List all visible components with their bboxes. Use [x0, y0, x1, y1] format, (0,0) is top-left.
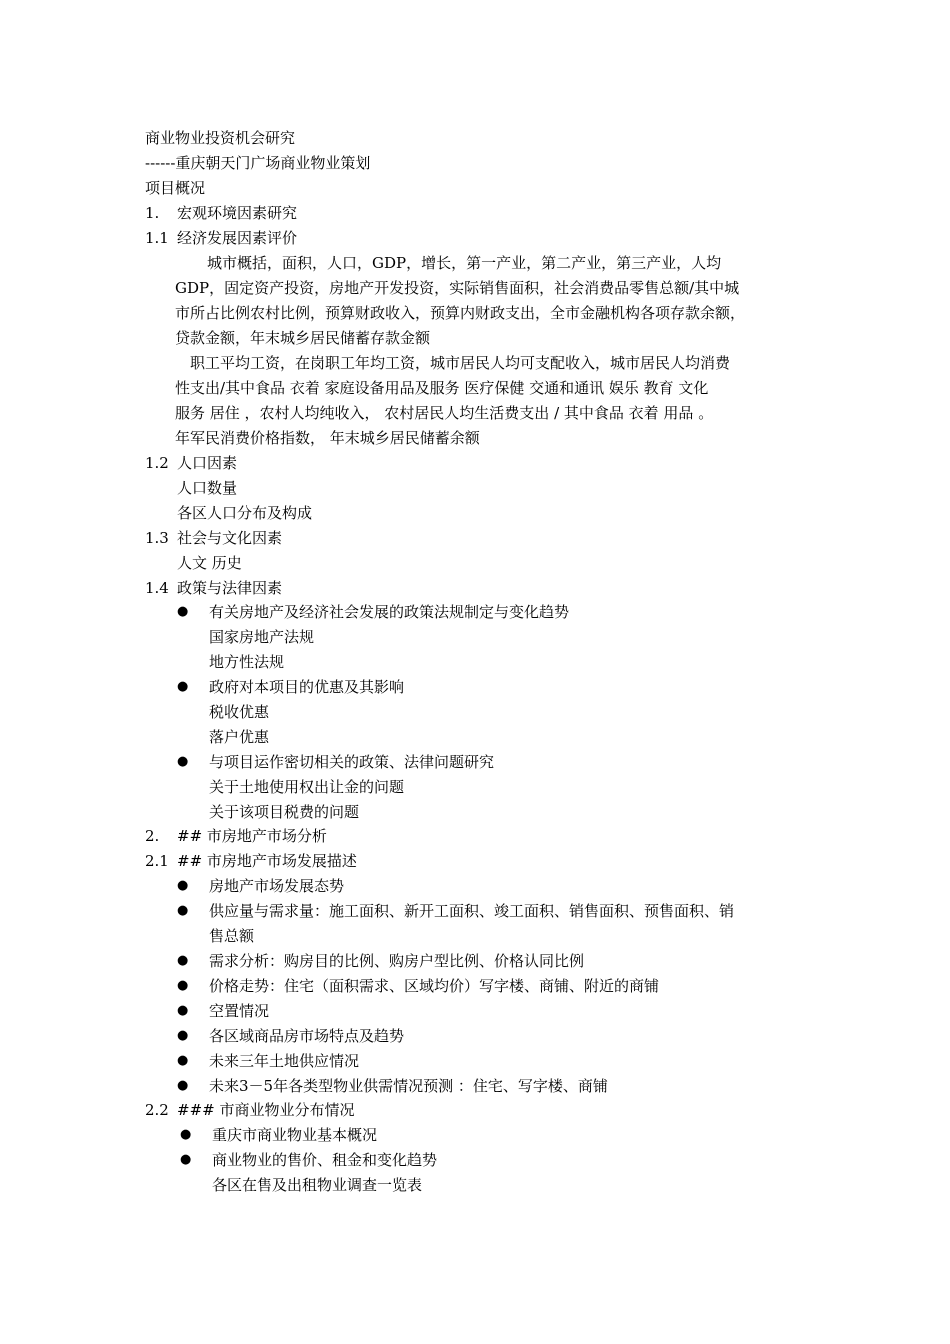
bullet-item: 价格走势：住宅（面积需求、区域均价）写字楼、商铺、附近的商铺 [209, 977, 660, 995]
section-heading: 政策与法律因素 [177, 579, 283, 597]
sub-item: 各区在售及出租物业调查一览表 [212, 1176, 423, 1194]
bullet-item: 空置情况 [209, 1002, 270, 1020]
bullet-item: 重庆市商业物业基本概况 [212, 1126, 378, 1144]
bullet-item: 各区域商品房市场特点及趋势 [209, 1027, 405, 1045]
paragraph-line: 年军民消费价格指数， 年末城乡居民储蓄余额 [175, 429, 480, 447]
paragraph-line: 贷款金额，年末城乡居民储蓄存款金额 [175, 329, 431, 347]
section-heading: ## 市房地产市场发展描述 [177, 852, 357, 870]
bullet-icon: ● [177, 1053, 189, 1068]
sub-item: 税收优惠 [209, 703, 270, 721]
bullet-icon: ● [177, 903, 189, 918]
sub-item: 落户优惠 [209, 728, 270, 746]
paragraph-line: GDP，固定资产投资，房地产开发投资，实际销售面积，社会消费品零售总额/其中城 [175, 279, 740, 297]
sub-item: 关于该项目税费的问题 [209, 803, 360, 821]
section-number: 1. [145, 204, 160, 222]
section-number: 2.1 [145, 852, 169, 870]
section-heading: 宏观环境因素研究 [177, 204, 298, 222]
bullet-item: 政府对本项目的优惠及其影响 [209, 678, 405, 696]
paragraph-line: 城市概括，面积，人口，GDP，增长，第一产业，第二产业，第三产业，人均 [207, 254, 722, 272]
paragraph-line: 市所占比例农村比例，预算财政收入，预算内财政支出，全市金融机构各项存款余额， [175, 304, 746, 322]
bullet-icon: ● [177, 679, 189, 694]
section-number: 1.3 [145, 529, 169, 547]
section-number: 1.2 [145, 454, 169, 472]
bullet-item: 需求分析：购房目的比例、购房户型比例、价格认同比例 [209, 952, 585, 970]
bullet-icon: ● [177, 1003, 189, 1018]
bullet-item: 房地产市场发展态势 [209, 877, 345, 895]
section-number: 1.1 [145, 229, 169, 247]
list-item: 人口数量 [177, 479, 238, 497]
bullet-item: 未来3－5年各类型物业供需情况预测 ：住宅、写字楼、商铺 [209, 1077, 608, 1095]
project-overview-heading: 项目概况 [145, 179, 206, 197]
section-number: 2. [145, 827, 160, 845]
section-number: 2.2 [145, 1101, 169, 1119]
sub-item: 国家房地产法规 [209, 628, 315, 646]
bullet-icon: ● [177, 754, 189, 769]
section-heading: ### 市商业物业分布情况 [177, 1101, 355, 1119]
section-heading: 经济发展因素评价 [177, 229, 298, 247]
document-subtitle: ------重庆朝天门广场商业物业策划 [145, 154, 371, 172]
bullet-item: 供应量与需求量：施工面积、新开工面积、竣工面积、销售面积、预售面积、销 [209, 902, 735, 920]
paragraph-line: 性支出/其中食品 衣着 家庭设备用品及服务 医疗保健 交通和通讯 娱乐 教育 文化 [175, 379, 709, 397]
document-title: 商业物业投资机会研究 [145, 129, 296, 147]
bullet-icon: ● [177, 1028, 189, 1043]
bullet-icon: ● [177, 953, 189, 968]
bullet-icon: ● [177, 604, 189, 619]
bullet-icon: ● [180, 1127, 192, 1142]
bullet-item: 商业物业的售价、租金和变化趋势 [212, 1151, 438, 1169]
list-item: 各区人口分布及构成 [177, 504, 313, 522]
bullet-item: 有关房地产及经济社会发展的政策法规制定与变化趋势 [209, 603, 570, 621]
section-heading: ## 市房地产市场分析 [177, 827, 327, 845]
paragraph-line: 职工平均工资，在岗职工年均工资，城市居民人均可支配收入，城市居民人均消费 [190, 354, 731, 372]
bullet-item-continuation: 售总额 [209, 927, 255, 945]
paragraph-line: 服务 居住 ，农村人均纯收入， 农村居民人均生活费支出 / 其中食品 衣着 用品 。 [175, 404, 714, 422]
bullet-item: 未来三年土地供应情况 [209, 1052, 360, 1070]
section-heading: 人口因素 [177, 454, 238, 472]
bullet-item: 与项目运作密切相关的政策、法律问题研究 [209, 753, 495, 771]
bullet-icon: ● [177, 978, 189, 993]
sub-item: 关于土地使用权出让金的问题 [209, 778, 405, 796]
bullet-icon: ● [177, 1078, 189, 1093]
section-number: 1.4 [145, 579, 169, 597]
bullet-icon: ● [180, 1152, 192, 1167]
bullet-icon: ● [177, 878, 189, 893]
section-heading: 社会与文化因素 [177, 529, 283, 547]
list-item: 人文 历史 [177, 554, 242, 572]
sub-item: 地方性法规 [209, 653, 285, 671]
